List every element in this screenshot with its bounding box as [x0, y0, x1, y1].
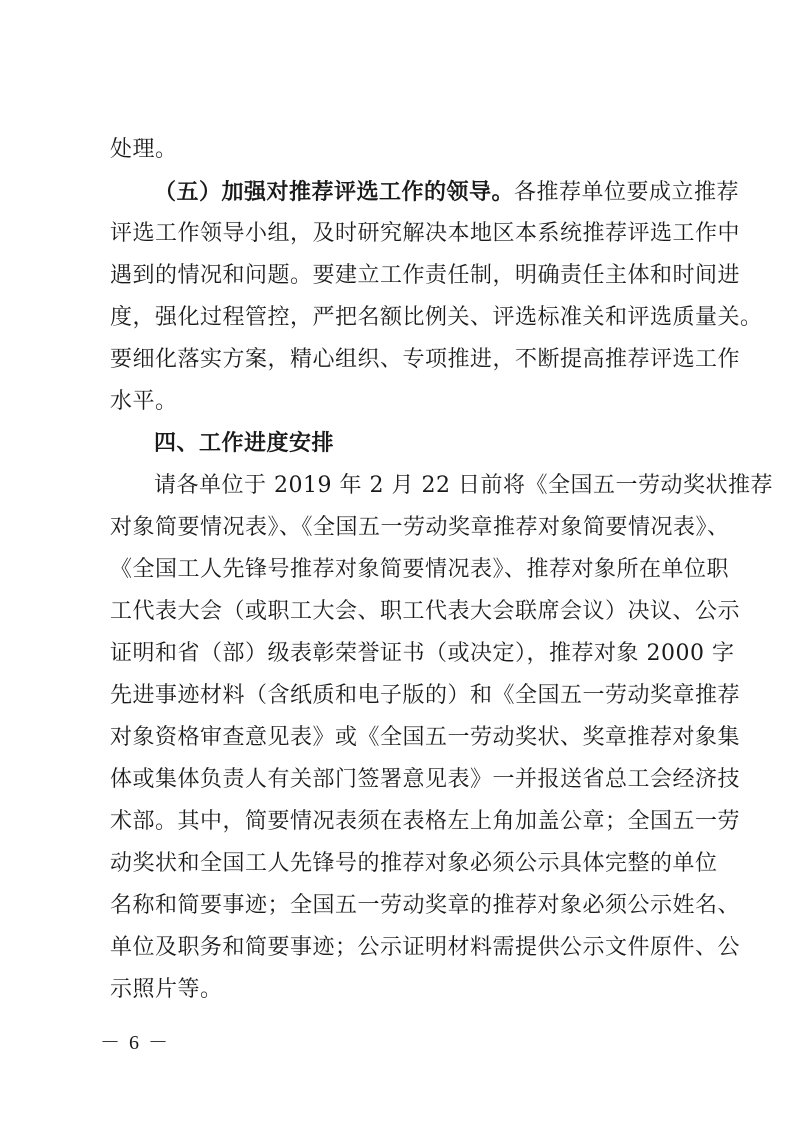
paragraph-line [110, 260, 741, 292]
line-text: 《全国工人先锋号推荐对象简要情况表》、推荐对象所在单位职 [110, 557, 730, 582]
paragraph-line [110, 596, 741, 628]
line-text: 先进事迹材料（含纸质和电子版的）和《全国五一劳动奖章推荐 [110, 683, 741, 708]
line-text: 对象资格审查意见表》或《全国五一劳动奖状、奖章推荐对象集 [110, 725, 741, 750]
paragraph-line [110, 512, 730, 544]
line-text: 请各单位于 2019 年 2 月 22 日前将《全国五一劳动奖状推荐 [154, 473, 773, 498]
paragraph-line [110, 344, 741, 376]
line-text: 体或集体负责人有关部门签署意见表》一并报送省总工会经济技 [110, 767, 741, 792]
section-heading [154, 428, 700, 460]
paragraph-line [154, 470, 773, 502]
paragraph-line [110, 386, 700, 418]
line-text: 工代表大会（或职工大会、职工代表大会联席会议）决议、公示 [110, 599, 741, 624]
section-heading-text: 四、工作进度安排 [154, 431, 335, 456]
section-five-line [154, 176, 740, 208]
line-text: 度，强化过程管控，严把名额比例关、评选标准关和评选质量关。 [110, 305, 763, 330]
paragraph-line [110, 134, 700, 166]
paragraph-line [110, 932, 741, 964]
paragraph-line [110, 638, 735, 670]
paragraph-line [110, 722, 741, 754]
paragraph-line [110, 890, 741, 922]
line-text: 遇到的情况和问题。要建立工作责任制，明确责任主体和时间进 [110, 263, 741, 288]
line-text: 证明和省（部）级表彰荣誉证书（或决定），推荐对象 2000 字 [110, 641, 735, 666]
line-text: 单位及职务和简要事迹；公示证明材料需提供公示文件原件、公 [110, 935, 741, 960]
section-five-heading: （五）加强对推荐评选工作的领导。 [154, 179, 515, 205]
paragraph-line [110, 806, 741, 838]
line-text: 术部。其中，简要情况表须在表格左上角加盖公章；全国五一劳 [110, 809, 741, 834]
paragraph-line [110, 848, 718, 880]
line-text: 评选工作领导小组，及时研究解决本地区本系统推荐评选工作中 [110, 221, 741, 246]
line-text: 名称和简要事迹；全国五一劳动奖章的推荐对象必须公示姓名、 [110, 893, 741, 918]
page-number: － 6 － [100, 1032, 170, 1054]
paragraph-line [110, 302, 763, 334]
line-text: 动奖状和全国工人先锋号的推荐对象必须公示具体完整的单位 [110, 851, 718, 876]
paragraph-line [110, 764, 741, 796]
line-text: 处理。 [110, 137, 178, 162]
line-text: 要细化落实方案，精心组织、专项推进，不断提高推荐评选工作 [110, 347, 741, 372]
paragraph-line [110, 554, 730, 586]
line-text: 水平。 [110, 389, 178, 414]
paragraph-line [110, 680, 741, 712]
line-text: 各推荐单位要成立推荐 [514, 180, 740, 205]
paragraph-line [110, 218, 741, 250]
line-text: 示照片等。 [110, 977, 223, 1002]
line-text: 对象简要情况表》、《全国五一劳动奖章推荐对象简要情况表》、 [110, 515, 730, 540]
paragraph-line [110, 974, 700, 1006]
